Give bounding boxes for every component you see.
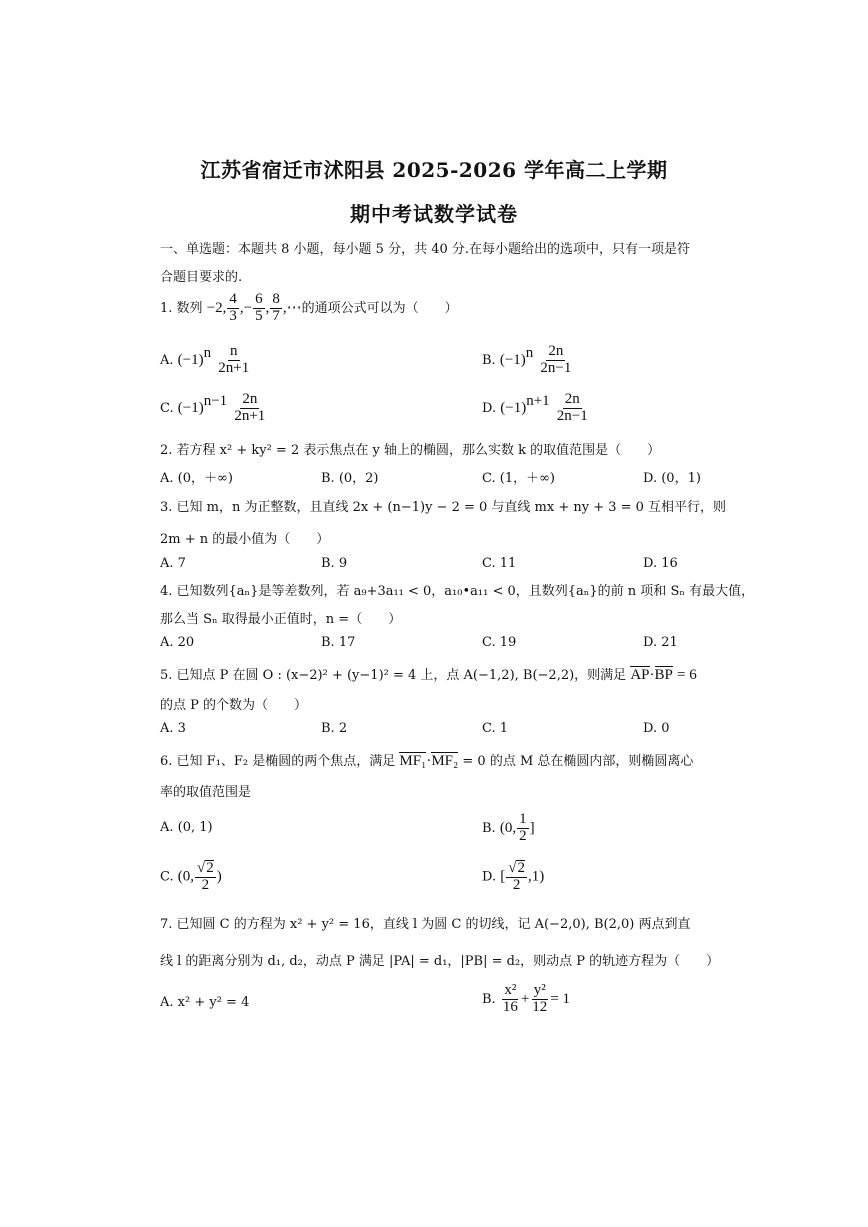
q2-option-b: B. (0，2) xyxy=(321,471,379,486)
q7-b-label: B. xyxy=(482,991,496,1007)
q6-b-pre: (0, xyxy=(499,819,517,836)
q7-b-den-2: 12 xyxy=(532,998,548,1015)
q2-option-d: D. (0，1) xyxy=(643,471,701,486)
q1-c-label: C. xyxy=(160,400,174,416)
q1-seq-tail: ,⋯ xyxy=(282,299,302,316)
q1-d-base: (−1) xyxy=(500,399,527,416)
q7-b-num-2: y² xyxy=(533,982,546,998)
q6-d-num: √2 xyxy=(508,860,525,876)
section-instructions-line2: 合题目要求的. xyxy=(160,270,243,285)
q6-vector-mf2: MF₂ xyxy=(431,753,459,769)
q6-option-d xyxy=(482,860,544,894)
q1-frac-2 xyxy=(253,292,265,325)
q6-b-num: 1 xyxy=(519,811,527,827)
q5-vector-bp: BP xyxy=(654,667,673,683)
q1-d-label: D. xyxy=(482,400,497,416)
q6-stem-post: = 0 的点 M 总在椭圆内部，则椭圆离心 xyxy=(462,754,694,769)
q6-option-c xyxy=(160,860,222,894)
q1-frac-3 xyxy=(270,292,282,325)
q1-frac-1 xyxy=(227,292,239,325)
q6-c-post: ) xyxy=(216,868,222,885)
q6-c-radicand: 2 xyxy=(206,860,214,876)
q7-option-a: A. x² + y² = 4 xyxy=(160,995,250,1010)
question-5-stem-line2: 的点 P 的个数为（ ） xyxy=(160,698,308,713)
q6-b-post: ] xyxy=(529,819,535,836)
q5-option-b: B. 2 xyxy=(321,721,348,736)
q6-d-label: D. xyxy=(482,869,497,885)
exam-title-line2: 期中考试数学试卷 xyxy=(350,202,518,226)
q6-c-frac xyxy=(195,860,216,894)
q1-frac-2-num: 6 xyxy=(255,291,263,307)
exam-title-line1: 江苏省宿迁市沭阳县 2025-2026 学年高二上学期 xyxy=(200,158,668,182)
q3-option-d: D. 16 xyxy=(643,556,678,571)
q1-b-den: 2n−1 xyxy=(540,359,572,376)
q4-option-a: A. 20 xyxy=(160,635,195,650)
q6-vector-mf1: MF₁ xyxy=(399,753,427,769)
q1-a-label: A. xyxy=(160,352,174,368)
q2-option-c: C. (1，＋∞) xyxy=(482,471,555,486)
q5-vector-ap: AP xyxy=(630,667,650,683)
q3-option-c: C. 11 xyxy=(482,556,517,571)
q1-a-den: 2n+1 xyxy=(218,359,250,376)
q6-d-post: ,1) xyxy=(527,868,545,885)
q1-c-frac xyxy=(232,392,267,425)
question-4-stem-line2: 那么当 Sₙ 取得最小正值时，n =（ ） xyxy=(160,612,402,627)
q1-c-num: 2n xyxy=(242,391,258,407)
q1-d-num: 2n xyxy=(564,391,580,407)
q5-option-c: C. 1 xyxy=(482,721,509,736)
q5-option-d: D. 0 xyxy=(643,721,670,736)
q1-b-exp: n xyxy=(525,344,534,361)
q6-d-pre: [ xyxy=(500,868,506,885)
q1-frac-1-num: 4 xyxy=(229,291,237,307)
q1-frac-3-den: 7 xyxy=(272,307,280,324)
q1-d-frac xyxy=(555,392,590,425)
q6-dot: · xyxy=(426,753,432,769)
q5-dot: · xyxy=(649,667,655,683)
q6-b-frac xyxy=(517,812,529,845)
question-2-stem: 2. 若方程 x² + ky² = 2 表示焦点在 y 轴上的椭圆，那么实数 k 的取值范围是（ ） xyxy=(160,443,661,458)
question-3-stem-line2: 2m + n 的最小值为（ ） xyxy=(160,532,330,547)
q6-option-a: A. (0, 1) xyxy=(160,820,213,835)
q1-c-exp: n−1 xyxy=(203,392,228,409)
q6-b-label: B. xyxy=(482,820,496,836)
q4-option-b: B. 17 xyxy=(321,635,356,650)
q6-c-pre: (0, xyxy=(177,868,195,885)
q3-option-a: A. 7 xyxy=(160,556,186,571)
q1-c-base: (−1) xyxy=(177,399,204,416)
q1-a-base: (−1) xyxy=(177,351,204,368)
q1-stem-suffix: 的通项公式可以为（ ） xyxy=(301,300,458,316)
q5-eq: = 6 xyxy=(677,667,697,683)
q1-option-b xyxy=(482,344,574,377)
q5-stem-pre: 5. 已知点 P 在圆 O : (x−2)² + (y−1)² = 4 上，点 A(−1,2), B(−2,2)，则满足 xyxy=(160,668,627,683)
q6-c-num: √2 xyxy=(197,860,214,876)
q1-b-base: (−1) xyxy=(499,351,526,368)
q1-frac-2-den: 5 xyxy=(255,307,263,324)
q1-c-den: 2n+1 xyxy=(234,407,266,424)
q6-stem-pre: 6. 已知 F₁、F₂ 是椭圆的两个焦点，满足 xyxy=(160,754,396,769)
q7-b-num-1: x² xyxy=(504,982,517,998)
q6-c-label: C. xyxy=(160,869,174,885)
q7-b-den-1: 16 xyxy=(502,998,518,1015)
q3-option-b: B. 9 xyxy=(321,556,348,571)
q4-option-c: C. 19 xyxy=(482,635,517,650)
q5-option-a: A. 3 xyxy=(160,721,186,736)
q2-option-a: A. (0，＋∞) xyxy=(160,471,233,486)
question-5-stem-line1 xyxy=(160,664,697,684)
q1-frac-3-num: 8 xyxy=(272,291,280,307)
q1-option-d xyxy=(482,392,591,425)
q1-a-num: n xyxy=(230,343,238,359)
q1-option-c xyxy=(160,392,268,425)
question-7-stem-line2: 线 l 的距离分别为 d₁, d₂，动点 P 满足 |PA| = d₁，|PB| = d₂，则动点 P 的轨迹方程为（ ） xyxy=(160,954,720,969)
q1-sep-1: ,− xyxy=(239,299,253,316)
q1-b-frac xyxy=(538,344,573,377)
question-6-stem-line2: 率的取值范围是 xyxy=(160,785,252,800)
q1-frac-1-den: 3 xyxy=(229,307,237,324)
q6-d-radicand: 2 xyxy=(517,860,525,876)
q1-option-a xyxy=(160,344,252,377)
q7-b-frac-2 xyxy=(530,983,549,1016)
q1-a-frac xyxy=(216,344,251,377)
question-1-stem xyxy=(160,292,458,325)
q7-b-plus: + xyxy=(520,990,530,1007)
q6-option-b xyxy=(482,812,535,845)
q7-b-frac-1 xyxy=(501,983,520,1016)
question-7-stem-line1: 7. 已知圆 C 的方程为 x² + y² = 16，直线 l 为圆 C 的切线，记 A(−2,0), B(2,0) 两点到直 xyxy=(160,917,691,932)
q1-a-exp: n xyxy=(203,344,212,361)
question-3-stem-line1: 3. 已知 m，n 为正整数，且直线 2x + (n−1)y − 2 = 0 与直线 mx + ny + 3 = 0 互相平行，则 xyxy=(160,500,727,515)
q4-option-d: D. 21 xyxy=(643,635,678,650)
q1-seq-first: −2, xyxy=(206,299,227,316)
q1-d-exp: n+1 xyxy=(526,392,550,409)
question-4-stem-line1: 4. 已知数列{aₙ}是等差数列，若 a₉+3a₁₁ < 0，a₁₀•a₁₁ < 0，且数列{aₙ}的前 n 项和 Sₙ 有最大值， xyxy=(160,584,755,599)
section-instructions-line1: 一、单选题：本题共 8 小题，每小题 5 分，共 40 分.在每小题给出的选项中，只有一项是符 xyxy=(160,242,691,257)
q6-c-den: 2 xyxy=(201,876,210,893)
q7-option-b xyxy=(482,983,570,1016)
q6-b-den: 2 xyxy=(519,827,527,844)
q1-b-label: B. xyxy=(482,352,496,368)
q1-stem-prefix: 1. 数列 xyxy=(160,300,203,316)
q1-b-num: 2n xyxy=(548,343,564,359)
q6-d-frac xyxy=(506,860,527,894)
q6-d-den: 2 xyxy=(512,876,521,893)
q1-d-den: 2n−1 xyxy=(556,407,588,424)
question-6-stem-line1 xyxy=(160,750,693,770)
q7-b-eq: = 1 xyxy=(550,990,571,1007)
q1-sep-2: , xyxy=(265,299,270,316)
